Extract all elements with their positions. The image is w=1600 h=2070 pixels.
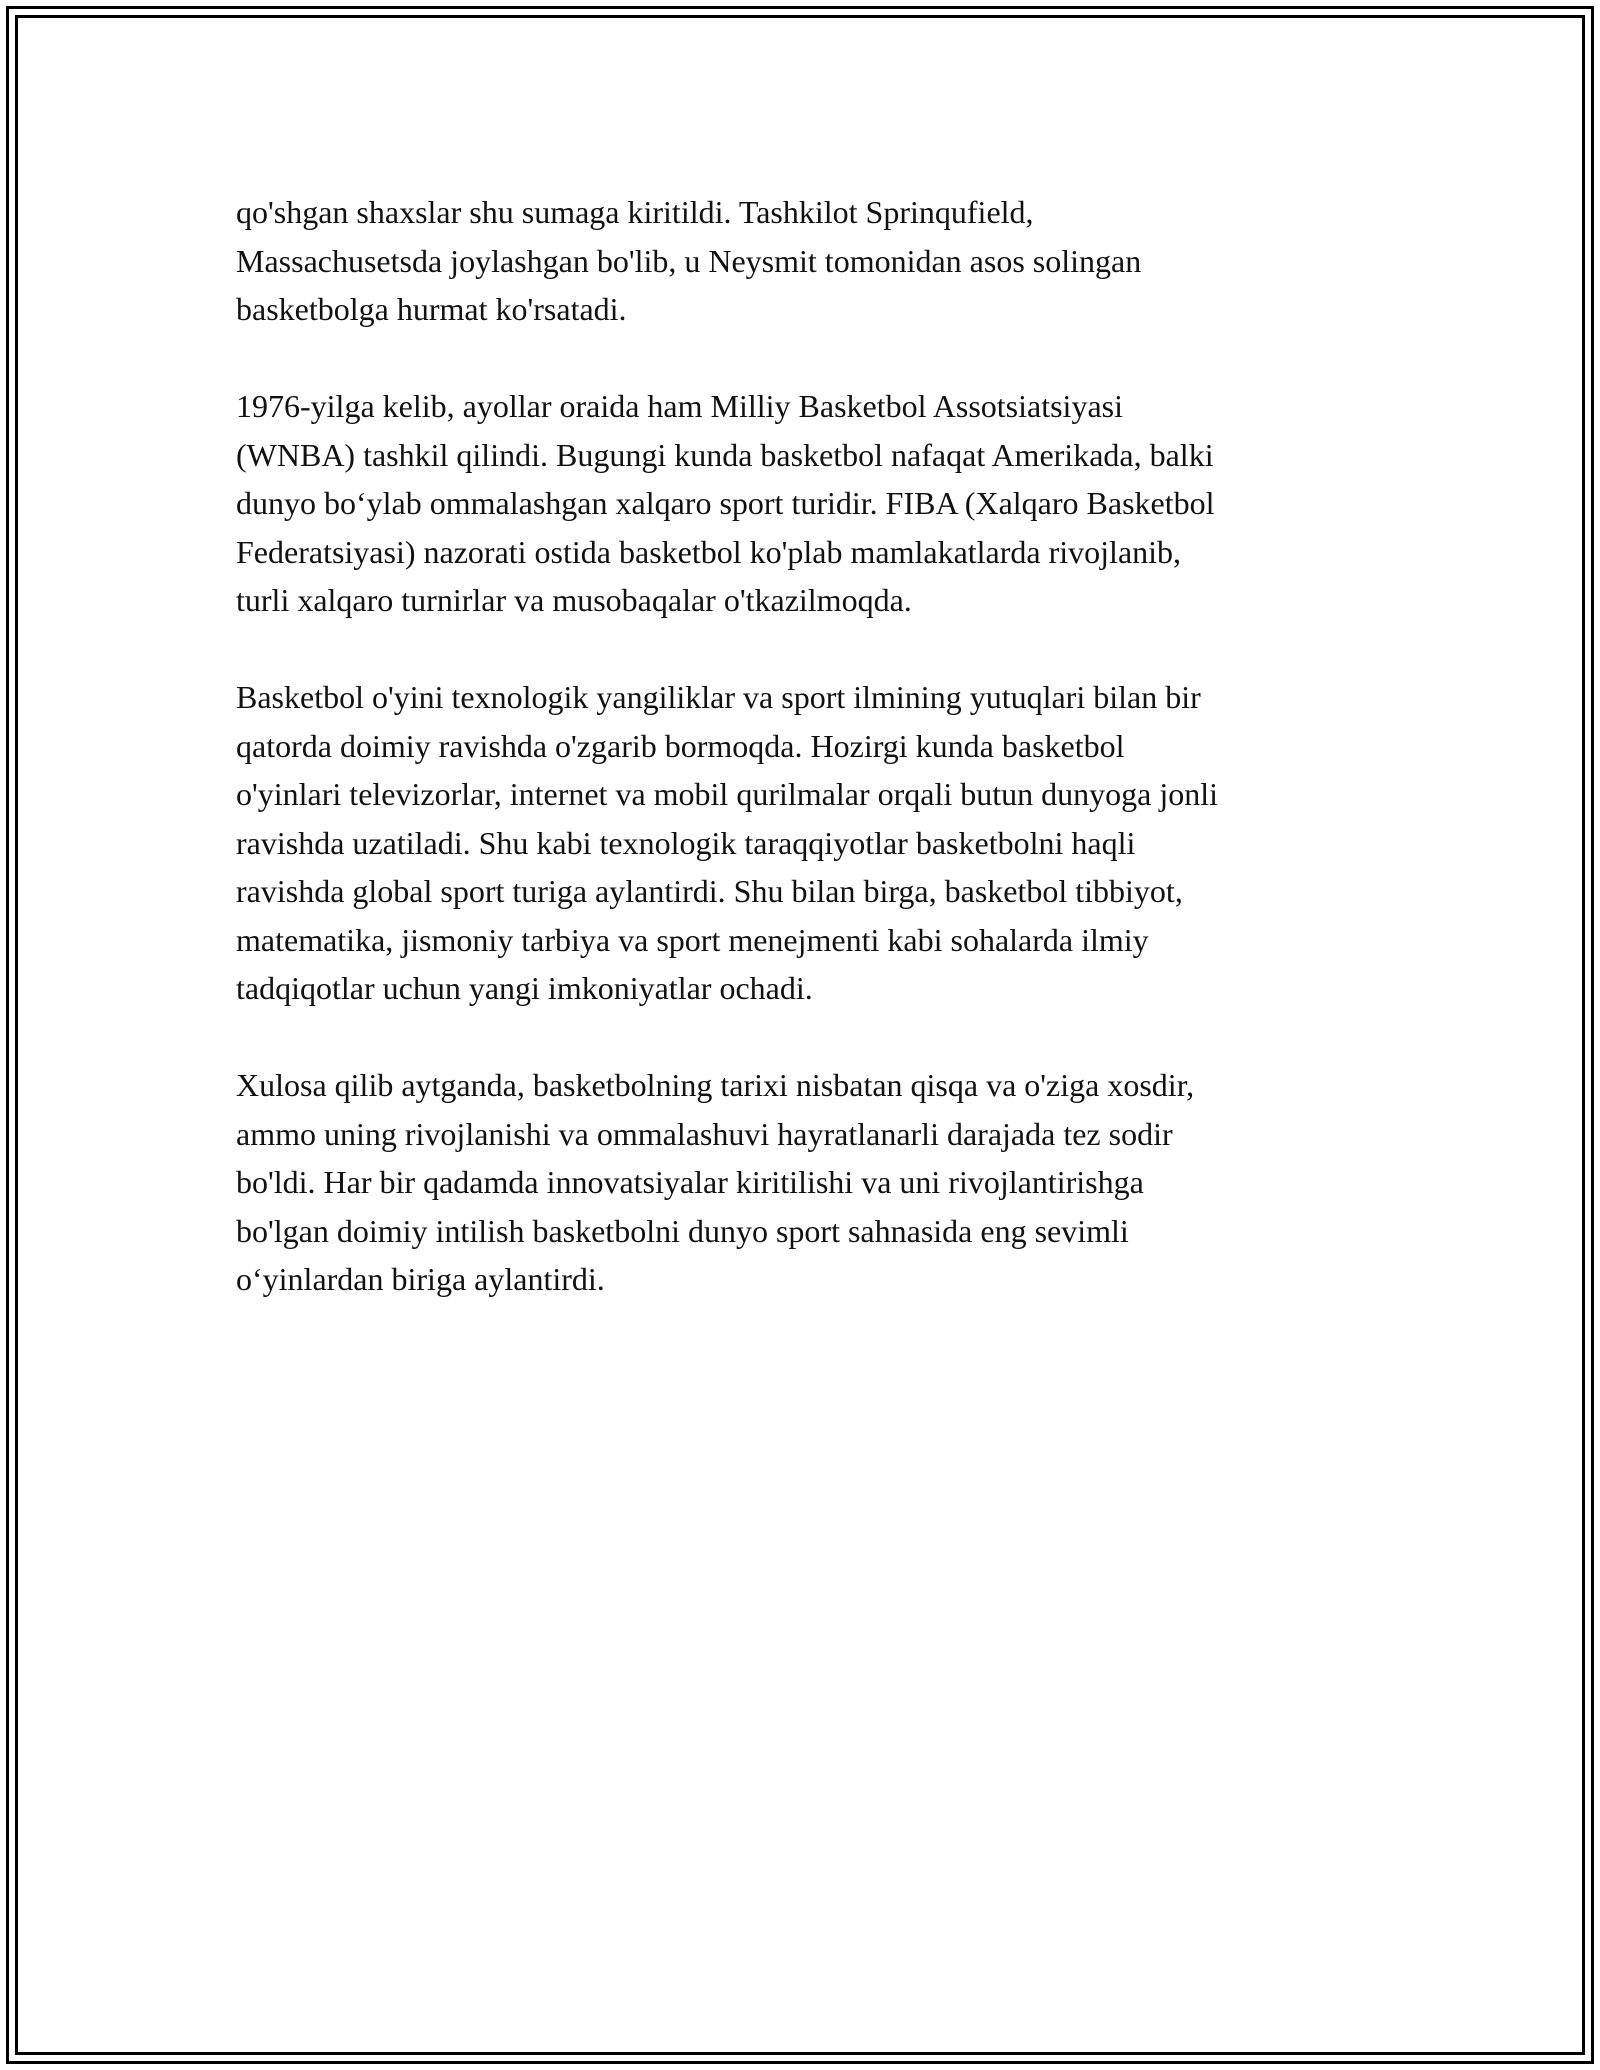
paragraph-conclusion: Xulosa qilib aytganda, basketbolning tarixi nisbatan qisqa va o'ziga xosdir, ammo uning rivojlanishi va ommalashuvi hayratlanarli darajada tez sodir bo'ldi. Har bir qadamda innovatsiyalar kiritilishi va uni rivojlantirishga bo'lgan doimiy intilish basketbolni dunyo sport sahnasida eng sevimli oʻyinlardan biriga aylantirdi.	[236, 1067, 1195, 1297]
paragraph-technology: Basketbol o'yini texnologik yangiliklar va sport ilmining yutuqlari bilan bir qatorda doimiy ravishda o'zgarib bormoqda. Hozirgi kunda basketbol o'yinlari televizorlar, internet va mobil qurilmalar orqali butun dunyoga jonli ravishda uzatiladi. Shu kabi texnologik taraqqiyotlar basketbolni haqli ravishda global sport turiga aylantirdi. Shu bilan birga, basketbol tibbiyot, matematika, jismoniy tarbiya va sport menejmenti kabi sohalarda ilmiy tadqiqotlar uchun yangi imkoniyatlar ochadi.	[236, 679, 1218, 1006]
paragraph-hall-of-fame: qo'shgan shaxslar shu sumaga kiritildi. Tashkilot Sprinqufield, Massachusetsda joylashgan bo'lib, u Neysmit tomonidan asos solingan basketbolga hurmat ko'rsatadi.	[236, 194, 1142, 327]
document-body	[236, 188, 1366, 1352]
paragraph-wnba-fiba: 1976-yilga kelib, ayollar oraida ham Milliy Basketbol Assotsiatsiyasi (WNBA) tashkil qilindi. Bugungi kunda basketbol nafaqat Amerikada, balki dunyo boʻylab ommalashgan xalqaro sport turidir. FIBA (Xalqaro Basketbol Federatsiyasi) nazorati ostida basketbol ko'plab mamlakatlarda rivojlanib, turli xalqaro turnirlar va musobaqalar o'tkazilmoqda.	[236, 388, 1215, 618]
